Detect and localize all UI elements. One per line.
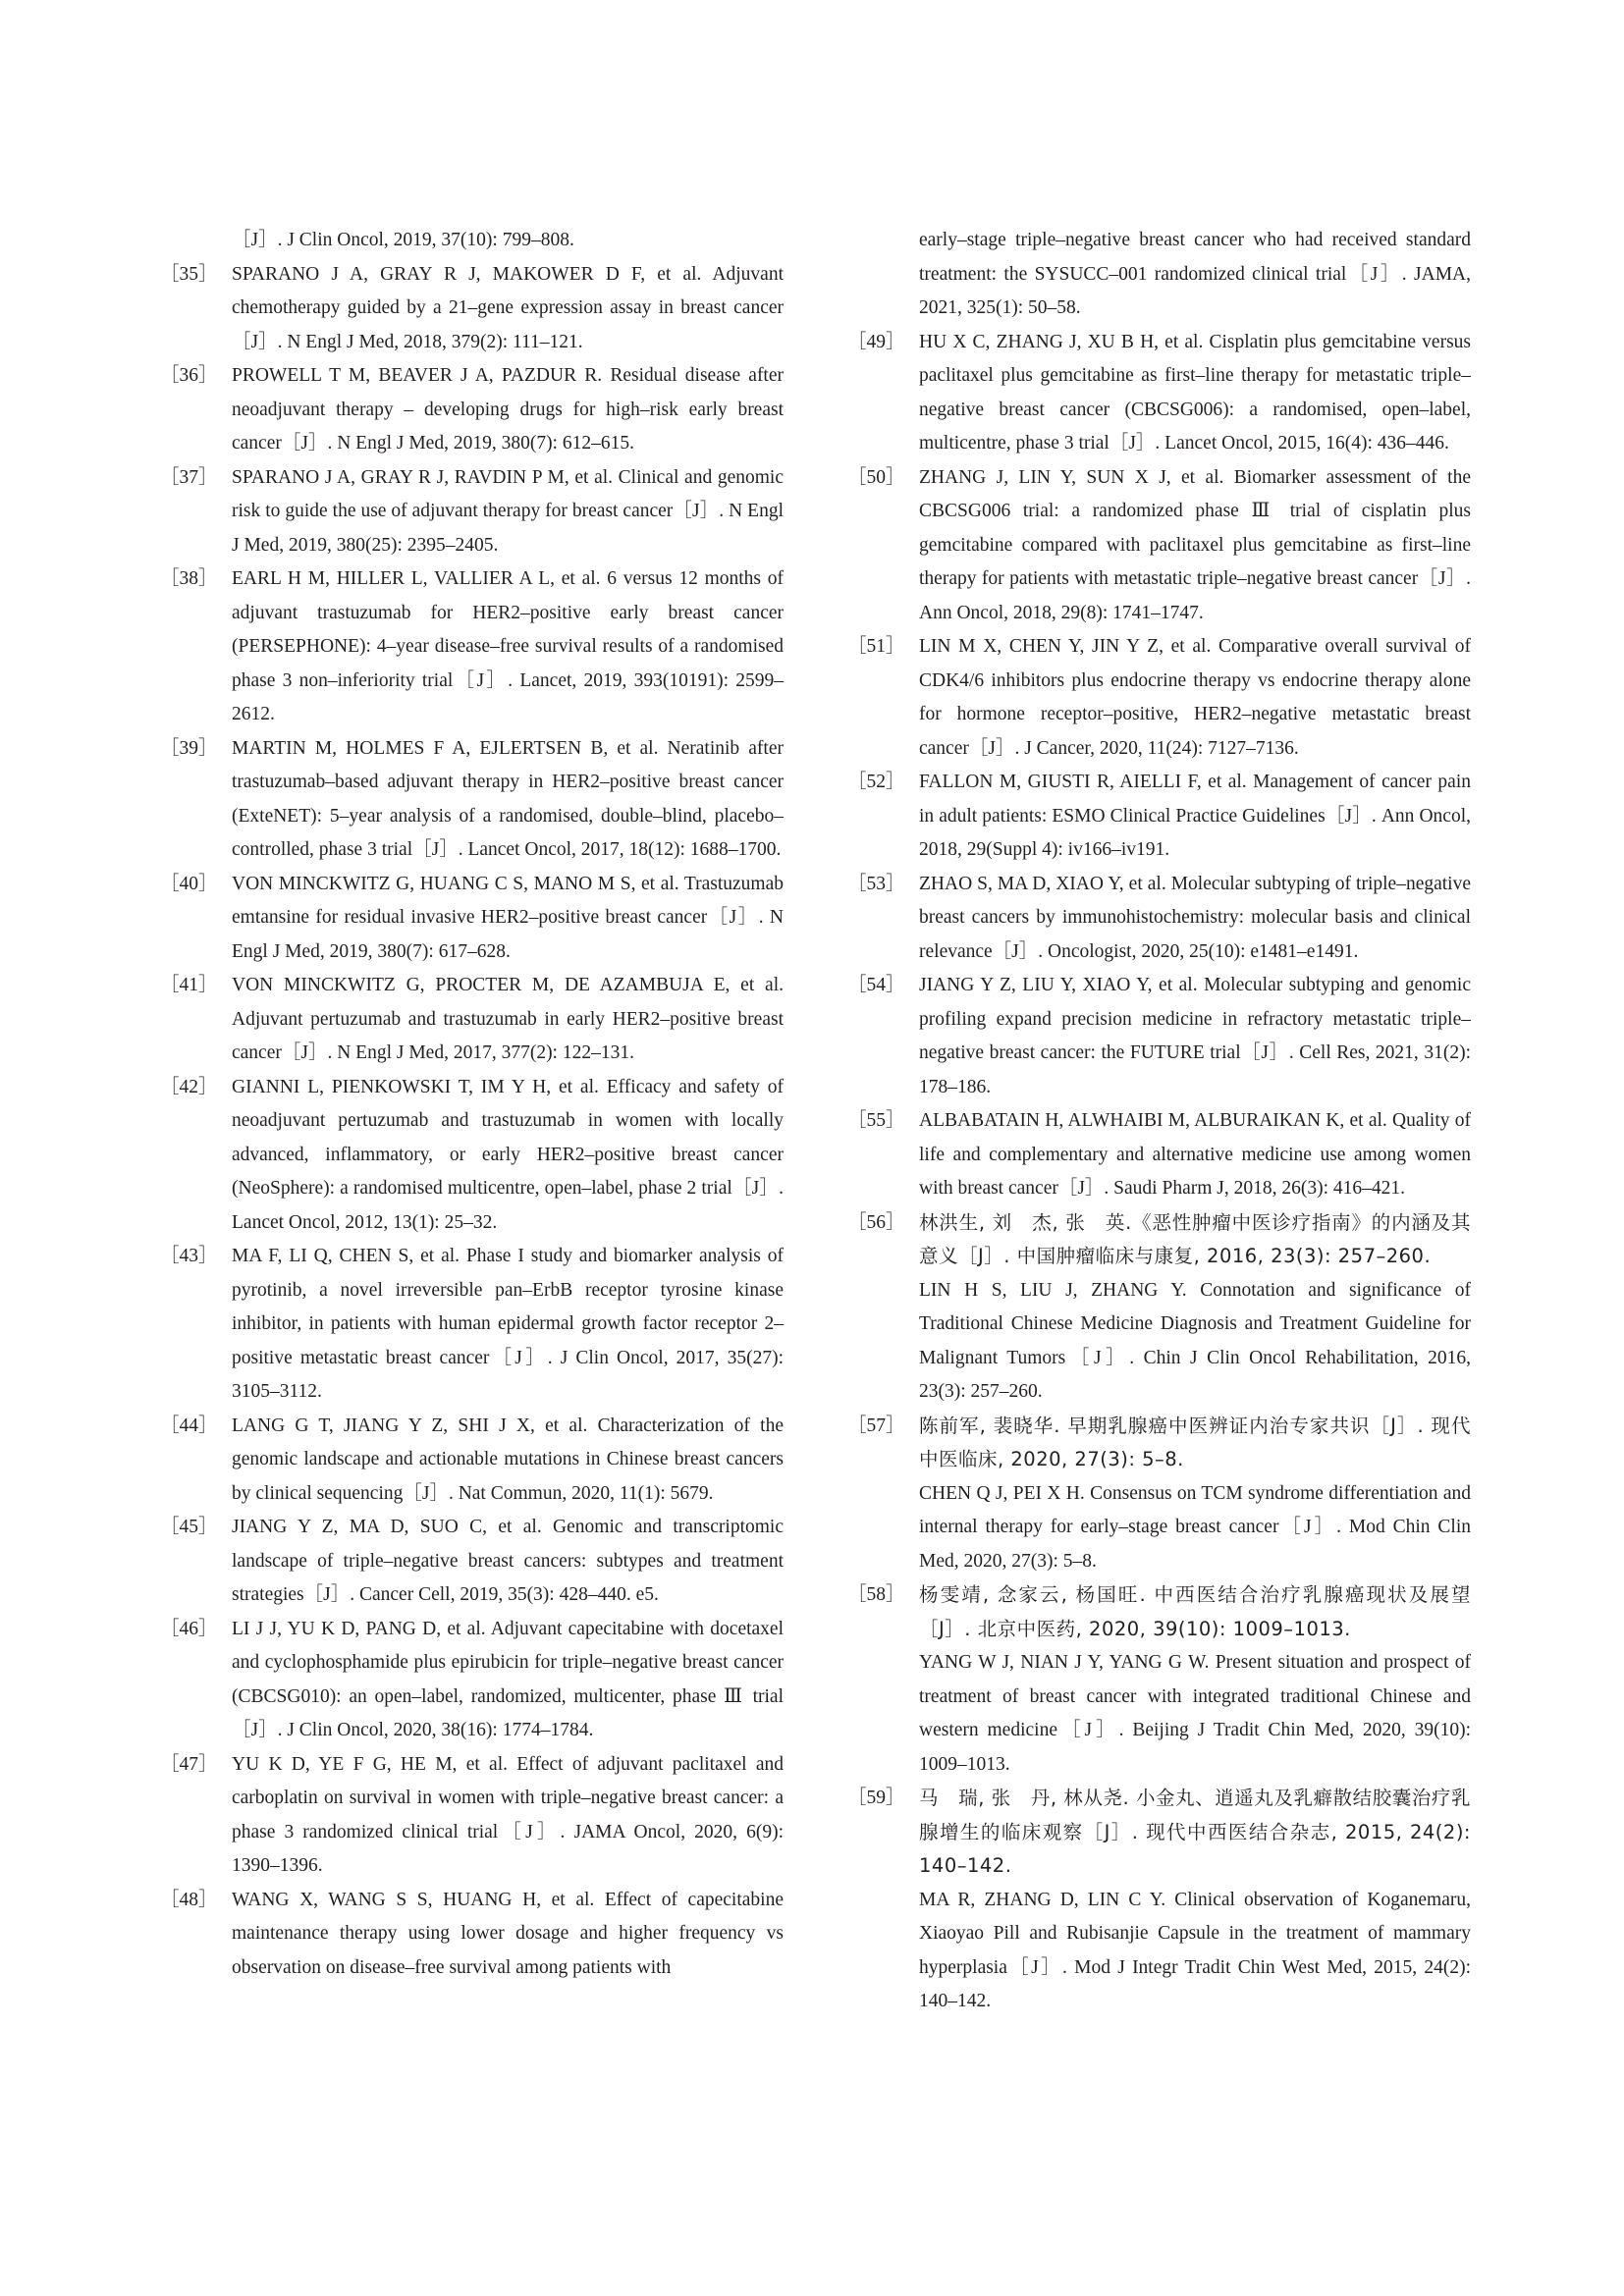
reference-text: WANG X, WANG S S, HUANG H, et al. Effect of capecitabine maintenance therapy using lower dosage and higher frequency vs observation on disease–free survival among patients with bbox=[232, 1889, 784, 1978]
reference-number: ［57］ bbox=[847, 1415, 905, 1436]
reference-entry bbox=[160, 1410, 784, 1512]
reference-entry bbox=[847, 1410, 1471, 1579]
reference-entry bbox=[160, 969, 784, 1071]
reference-text-english: YANG W J, NIAN J Y, YANG G W. Present situation and prospect of treatment of breast cancer with integrated traditional Chinese and western medicine［J］. Beijing J Tradit Chin Med, 2020, 39(10): 1009–1013. bbox=[919, 1652, 1471, 1775]
reference-entry-continued bbox=[160, 224, 784, 258]
reference-number: ［43］ bbox=[160, 1246, 218, 1266]
reference-text: FALLON M, GIUSTI R, AIELLI F, et al. Management of cancer pain in adult patients: ESMO Clinical Practice Guidelines［J］. Ann Oncol, 2018, 29(Suppl 4): iv166–iv191. bbox=[919, 772, 1471, 860]
reference-text: HU X C, ZHANG J, XU B H, et al. Cisplatin plus gemcitabine versus paclitaxel plus gemcitabine as first–line therapy for metastatic triple–negative breast cancer (CBCSG006): a randomised, open–label, multicentre, phase 3 trial［J］. Lancet Oncol, 2015, 16(4): 436–446. bbox=[919, 331, 1471, 454]
reference-text: ALBABATAIN H, ALWHAIBI M, ALBURAIKAN K, et al. Quality of life and complementary and alternative medicine use among women with breast cancer［J］. Saudi Pharm J, 2018, 26(3): 416–421. bbox=[919, 1110, 1471, 1199]
reference-number: ［58］ bbox=[847, 1584, 905, 1605]
reference-number: ［51］ bbox=[847, 636, 905, 657]
reference-number: ［42］ bbox=[160, 1076, 218, 1097]
reference-text: MA F, LI Q, CHEN S, et al. Phase I study and biomarker analysis of pyrotinib, a novel irreversible pan–ErbB receptor tyrosine kinase inhibitor, in patients with human epidermal growth factor receptor 2–positive metastatic breast cancer［J］. J Clin Oncol, 2017, 35(27): 3105–3112. bbox=[232, 1246, 784, 1402]
reference-column-left bbox=[160, 224, 784, 1985]
reference-number: ［50］ bbox=[847, 466, 905, 488]
reference-entry bbox=[160, 732, 784, 868]
reference-text: SPARANO J A, GRAY R J, MAKOWER D F, et al. Adjuvant chemotherapy guided by a 21–gene expression assay in breast cancer［J］. N Engl J Med, 2018, 379(2): 111–121. bbox=[232, 263, 784, 352]
reference-text: MARTIN M, HOLMES F A, EJLERTSEN B, et al. Neratinib after trastuzumab–based adjuvant therapy in HER2–positive breast cancer (ExteNET): 5–year analysis of a randomised, double–blind, placebo–controlled, phase 3 trial［J］. Lancet Oncol, 2017, 18(12): 1688–1700. bbox=[232, 737, 784, 860]
reference-entry bbox=[847, 1578, 1471, 1782]
reference-number: ［46］ bbox=[160, 1618, 218, 1639]
reference-number: ［53］ bbox=[847, 873, 905, 894]
reference-entry bbox=[847, 969, 1471, 1104]
reference-text: YU K D, YE F G, HE M, et al. Effect of adjuvant paclitaxel and carboplatin on survival in women with triple–negative breast cancer: a phase 3 randomized clinical trial［J］. JAMA Oncol, 2020, 6(9): 1390–1396. bbox=[232, 1753, 784, 1876]
reference-number: ［36］ bbox=[160, 365, 218, 386]
reference-text: LI J J, YU K D, PANG D, et al. Adjuvant capecitabine with docetaxel and cyclophosphamide plus epirubicin for triple–negative breast cancer (CBCSG010): an open–label, randomized, multicenter, phase Ⅲ trial［J］. J Clin Oncol, 2020, 38(16): 1774–1784. bbox=[232, 1618, 784, 1740]
reference-text-chinese: 陈前军, 裴晓华. 早期乳腺癌中医辨证内治专家共识［J］. 现代中医临床, 2020, 27(3): 5–8. bbox=[919, 1414, 1471, 1470]
reference-number: ［45］ bbox=[160, 1517, 218, 1537]
reference-text: JIANG Y Z, MA D, SUO C, et al. Genomic and transcriptomic landscape of triple–negative breast cancers: subtypes and treatment strategies［J］. Cancer Cell, 2019, 35(3): 428–440. e5. bbox=[232, 1517, 784, 1605]
reference-number: ［37］ bbox=[160, 466, 218, 488]
reference-text: ZHAO S, MA D, XIAO Y, et al. Molecular subtyping of triple–negative breast cancers by immunohistochemistry: molecular basis and clinical relevance［J］. Oncologist, 2020, 25(10): e1481–e1491. bbox=[919, 873, 1471, 962]
reference-entry bbox=[847, 1782, 1471, 2019]
reference-text: VON MINCKWITZ G, HUANG C S, MANO M S, et al. Trastuzumab emtansine for residual invasive HER2–positive breast cancer［J］. N Engl J Med, 2019, 380(7): 617–628. bbox=[232, 873, 784, 962]
reference-text: LIN M X, CHEN Y, JIN Y Z, et al. Comparative overall survival of CDK4/6 inhibitors plus endocrine therapy vs endocrine therapy alone for hormone receptor–positive, HER2–negative metastatic breast cancer［J］. J Cancer, 2020, 11(24): 7127–7136. bbox=[919, 636, 1471, 759]
reference-text: early–stage triple–negative breast cancer who had received standard treatment: the SYSUCC–001 randomized clinical trial［J］. JAMA, 2021, 325(1): 50–58. bbox=[919, 230, 1471, 318]
reference-text: EARL H M, HILLER L, VALLIER A L, et al. 6 versus 12 months of adjuvant trastuzumab for HER2–positive early breast cancer (PERSEPHONE): 4–year disease–free survival results of a randomised phase 3 non–inferiority trial［J］. Lancet, 2019, 393(10191): 2599–2612. bbox=[232, 568, 784, 724]
reference-entry bbox=[847, 630, 1471, 766]
reference-entry bbox=[847, 461, 1471, 631]
reference-entry bbox=[160, 1240, 784, 1410]
reference-text-chinese: 马 瑞, 张 丹, 林从尧. 小金丸、逍遥丸及乳癖散结胶囊治疗乳腺增生的临床观察［J］. 现代中西医结合杂志, 2015, 24(2): 140–142. bbox=[919, 1787, 1471, 1877]
reference-text: ［J］. J Clin Oncol, 2019, 37(10): 799–808. bbox=[232, 230, 574, 250]
reference-entry bbox=[160, 1071, 784, 1241]
reference-number: ［55］ bbox=[847, 1110, 905, 1131]
reference-number: ［35］ bbox=[160, 263, 218, 285]
reference-number: ［38］ bbox=[160, 568, 218, 589]
reference-entry bbox=[160, 258, 784, 360]
reference-entry bbox=[847, 326, 1471, 461]
reference-entry bbox=[160, 359, 784, 461]
reference-entry bbox=[160, 461, 784, 563]
reference-number: ［52］ bbox=[847, 772, 905, 792]
reference-text: JIANG Y Z, LIU Y, XIAO Y, et al. Molecular subtyping and genomic profiling expand precision medicine in refractory metastatic triple–negative breast cancer: the FUTURE trial［J］. Cell Res, 2021, 31(2): 178–186. bbox=[919, 975, 1471, 1097]
reference-text-english: CHEN Q J, PEI X H. Consensus on TCM syndrome differentiation and internal therapy for early–stage breast cancer［J］. Mod Chin Clin Med, 2020, 27(3): 5–8. bbox=[919, 1482, 1471, 1572]
reference-entry bbox=[160, 868, 784, 970]
reference-entry bbox=[160, 1511, 784, 1613]
reference-number: ［41］ bbox=[160, 975, 218, 995]
reference-number: ［49］ bbox=[847, 331, 905, 352]
reference-text-chinese: 杨雯靖, 念家云, 杨国旺. 中西医结合治疗乳腺癌现状及展望［J］. 北京中医药, 2020, 39(10): 1009–1013. bbox=[919, 1583, 1471, 1640]
reference-entry bbox=[160, 1748, 784, 1884]
reference-entry bbox=[847, 1104, 1471, 1206]
reference-text: VON MINCKWITZ G, PROCTER M, DE AZAMBUJA E, et al. Adjuvant pertuzumab and trastuzumab in early HER2–positive breast cancer［J］. N Engl J Med, 2017, 377(2): 122–131. bbox=[232, 975, 784, 1063]
reference-column-right bbox=[847, 224, 1471, 2019]
reference-text: PROWELL T M, BEAVER J A, PAZDUR R. Residual disease after neoadjuvant therapy – developing drugs for high–risk early breast cancer［J］. N Engl J Med, 2019, 380(7): 612–615. bbox=[232, 365, 784, 454]
reference-text: SPARANO J A, GRAY R J, RAVDIN P M, et al. Clinical and genomic risk to guide the use of adjuvant therapy for breast cancer［J］. N Engl J Med, 2019, 380(25): 2395–2405. bbox=[232, 466, 784, 556]
reference-text-english: LIN H S, LIU J, ZHANG Y. Connotation and significance of Traditional Chinese Medicine Diagnosis and Treatment Guideline for Malignant Tumors［J］. Chin J Clin Oncol Rehabilitation, 2016, 23(3): 257–260. bbox=[919, 1279, 1471, 1402]
reference-entry bbox=[847, 1206, 1471, 1410]
reference-text: LANG G T, JIANG Y Z, SHI J X, et al. Characterization of the genomic landscape and actionable mutations in Chinese breast cancers by clinical sequencing［J］. Nat Commun, 2020, 11(1): 5679. bbox=[232, 1415, 784, 1504]
reference-number: ［39］ bbox=[160, 737, 218, 759]
reference-entry bbox=[847, 868, 1471, 970]
reference-number: ［54］ bbox=[847, 975, 905, 995]
reference-text-chinese: 林洪生, 刘 杰, 张 英.《恶性肿瘤中医诊疗指南》的内涵及其意义［J］. 中国肿瘤临床与康复, 2016, 23(3): 257–260. bbox=[919, 1210, 1471, 1267]
reference-text: ZHANG J, LIN Y, SUN X J, et al. Biomarker assessment of the CBCSG006 trial: a randomized phase Ⅲ trial of cisplatin plus gemcitabine compared with paclitaxel plus gemcitabine as first–line therapy for patients with metastatic triple–negative breast cancer［J］. Ann Oncol, 2018, 29(8): 1741–1747. bbox=[919, 466, 1471, 623]
reference-number: ［59］ bbox=[847, 1788, 905, 1808]
reference-text: GIANNI L, PIENKOWSKI T, IM Y H, et al. Efficacy and safety of neoadjuvant pertuzumab and trastuzumab in women with locally advanced, inflammatory, or early HER2–positive breast cancer (NeoSphere): a randomised multicentre, open–label, phase 2 trial［J］. Lancet Oncol, 2012, 13(1): 25–32. bbox=[232, 1076, 784, 1233]
reference-number: ［47］ bbox=[160, 1753, 218, 1775]
reference-number: ［44］ bbox=[160, 1415, 218, 1436]
reference-number: ［40］ bbox=[160, 873, 218, 894]
reference-text-english: MA R, ZHANG D, LIN C Y. Clinical observation of Koganemaru, Xiaoyao Pill and Rubisanjie Capsule in the treatment of mammary hyperplasia［J］. Mod J Integr Tradit Chin West Med, 2015, 24(2): 140–142. bbox=[919, 1889, 1471, 2011]
reference-entry-continued bbox=[847, 224, 1471, 326]
reference-entry bbox=[160, 1613, 784, 1748]
reference-entry bbox=[847, 766, 1471, 868]
reference-number: ［56］ bbox=[847, 1211, 905, 1233]
reference-number: ［48］ bbox=[160, 1889, 218, 1910]
reference-entry bbox=[160, 562, 784, 732]
reference-entry bbox=[160, 1884, 784, 1986]
